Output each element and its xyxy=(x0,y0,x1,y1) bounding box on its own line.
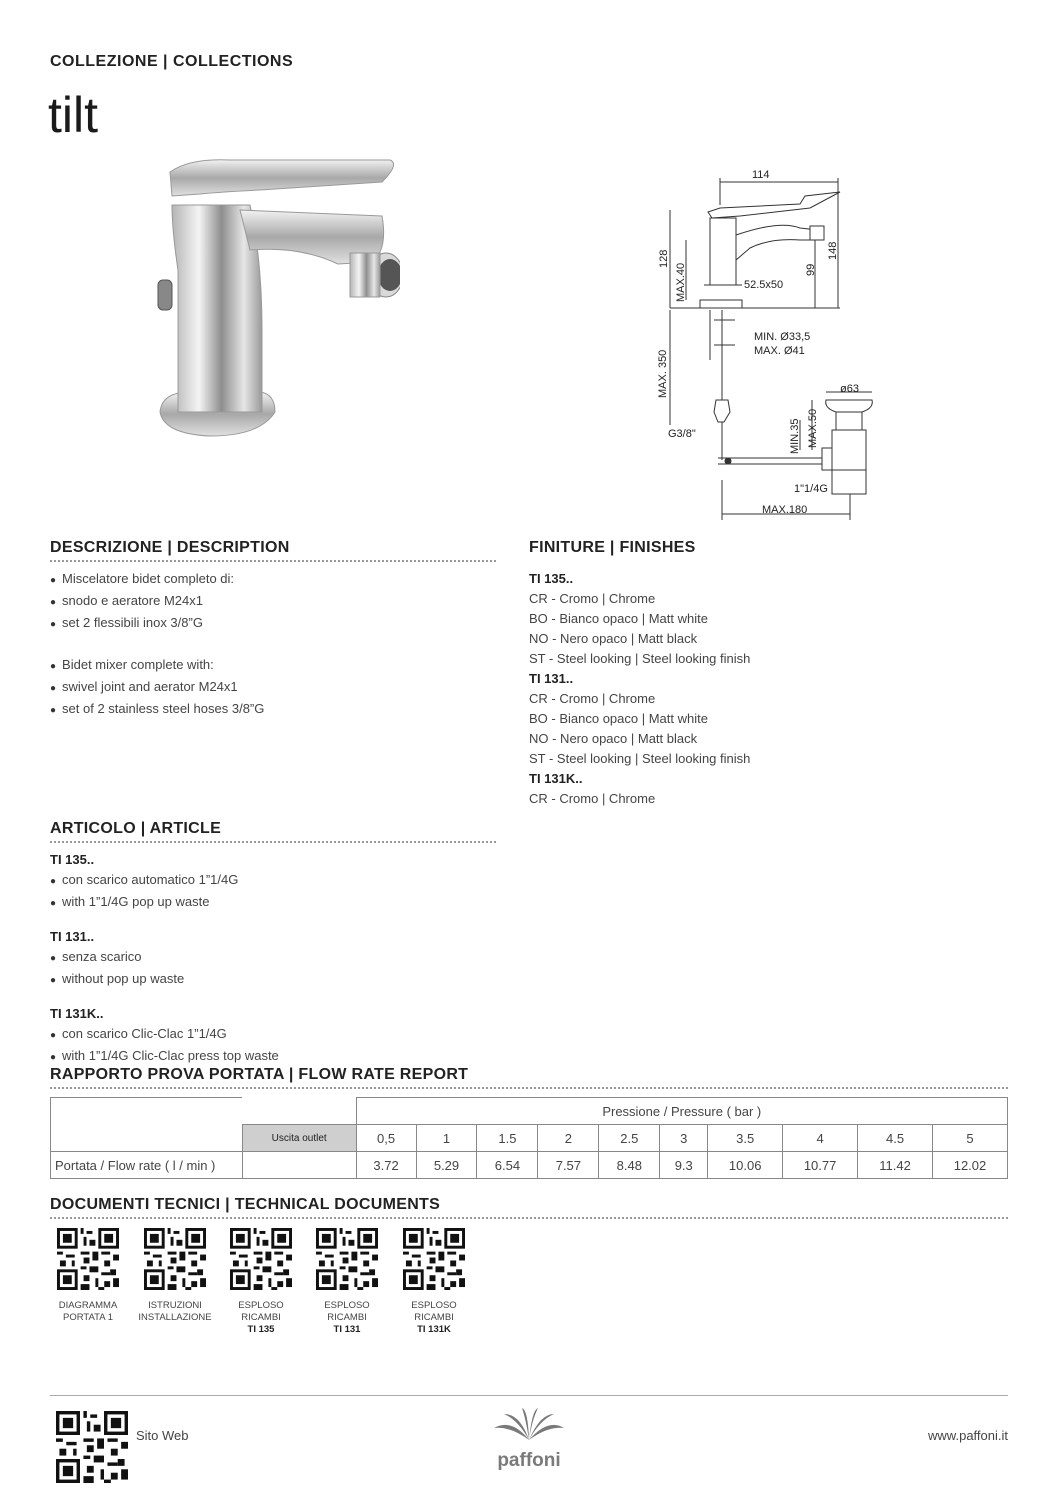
doc-label-line2: PORTATA 1 xyxy=(63,1312,113,1323)
table-blank xyxy=(242,1098,356,1125)
product-image xyxy=(150,150,400,440)
finish-code: TI 131K.. xyxy=(529,771,583,786)
website-qr-icon[interactable] xyxy=(56,1411,128,1483)
pressure-cell: 1 xyxy=(416,1125,477,1152)
article-code: TI 131K.. xyxy=(50,1006,104,1021)
pressure-cell: 4 xyxy=(783,1125,858,1152)
flow-report-heading: RAPPORTO PROVA PORTATA | FLOW RATE REPORT xyxy=(50,1066,1008,1089)
article-item: ● with 1”1/4G pop up waste xyxy=(50,892,490,914)
doc-code: TI 135 xyxy=(247,1324,275,1335)
article-item: ● without pop up waste xyxy=(50,969,490,991)
flow-cell: 9.3 xyxy=(660,1152,708,1179)
article-item: ● senza scarico xyxy=(50,947,490,969)
pressure-cell: 3 xyxy=(660,1125,708,1152)
article-item: ● with 1”1/4G Clic-Clac press top waste xyxy=(50,1046,490,1068)
outlet-label: Uscita outlet xyxy=(242,1125,356,1152)
finish-item: ST - Steel looking | Steel looking finish xyxy=(529,651,751,666)
flow-cell: 8.48 xyxy=(599,1152,660,1179)
qr-code-icon[interactable] xyxy=(316,1228,378,1290)
finish-item: CR - Cromo | Chrome xyxy=(529,791,656,806)
article-heading: ARTICOLO | ARTICLE xyxy=(50,820,496,843)
finishes-heading: FINITURE | FINISHES xyxy=(529,539,696,556)
description-item: ● Bidet mixer complete with: xyxy=(50,655,490,677)
flow-cell: 3.72 xyxy=(356,1152,416,1179)
doc-label-line2: RICAMBI xyxy=(414,1312,454,1323)
dim-height-body: 128 xyxy=(658,249,670,268)
technical-drawing xyxy=(640,160,1010,525)
dim-max40: MAX.40 xyxy=(675,262,687,302)
doc-label-line1: ISTRUZIONI xyxy=(148,1300,202,1311)
finish-item: ST - Steel looking | Steel looking finish xyxy=(529,751,751,766)
doc-label-line1: ESPLOSO xyxy=(411,1300,457,1311)
article-list xyxy=(50,850,490,1068)
dim-width: 114 xyxy=(752,169,770,181)
footer-divider xyxy=(50,1395,1008,1396)
documents-heading: DOCUMENTI TECNICI | TECHNICAL DOCUMENTS xyxy=(50,1196,1008,1219)
finish-item: NO - Nero opaco | Matt black xyxy=(529,631,698,646)
finish-item: NO - Nero opaco | Matt black xyxy=(529,731,698,746)
qr-code-icon[interactable] xyxy=(403,1228,465,1290)
table-corner xyxy=(51,1098,243,1152)
qr-code-icon[interactable] xyxy=(144,1228,206,1290)
dim-min35: MIN.35 xyxy=(789,418,801,454)
flow-cell: 10.06 xyxy=(708,1152,783,1179)
doc-exploded-ti131[interactable] xyxy=(307,1228,387,1336)
description-item: ● Miscelatore bidet completo di: xyxy=(50,569,490,591)
description-item: ● snodo e aeratore M24x1 xyxy=(50,591,490,613)
pressure-cell: 2.5 xyxy=(599,1125,660,1152)
finish-item: BO - Bianco opaco | Matt white xyxy=(529,611,708,626)
description-heading: DESCRIZIONE | DESCRIPTION xyxy=(50,539,496,562)
qr-code-icon[interactable] xyxy=(57,1228,119,1290)
doc-label-line1: ESPLOSO xyxy=(324,1300,370,1311)
doc-label-line2: RICAMBI xyxy=(327,1312,367,1323)
dim-max180: MAX.180 xyxy=(762,504,808,516)
dim-max350: MAX. 350 xyxy=(657,349,669,398)
finish-item: BO - Bianco opaco | Matt white xyxy=(529,711,708,726)
pressure-cell: 5 xyxy=(932,1125,1007,1152)
flow-row-label: Portata / Flow rate ( l / min ) xyxy=(51,1152,243,1179)
doc-label-line2: INSTALLAZIONE xyxy=(138,1312,212,1323)
flow-cell: 6.54 xyxy=(477,1152,538,1179)
article-code: TI 131.. xyxy=(50,929,95,944)
dim-hole-max: MAX. Ø41 xyxy=(754,345,805,357)
dim-max50: MAX.50 xyxy=(807,408,819,448)
doc-label-line2: RICAMBI xyxy=(241,1312,281,1323)
article-item: ● con scarico automatico 1”1/4G xyxy=(50,870,490,892)
dim-waste-thread: 1"1/4G xyxy=(794,483,828,495)
doc-flow-diagram[interactable] xyxy=(48,1228,128,1324)
collection-label: COLLEZIONE | COLLECTIONS xyxy=(50,53,294,70)
description-item: ● set of 2 stainless steel hoses 3/8”G xyxy=(50,699,490,721)
pressure-cell: 2 xyxy=(538,1125,599,1152)
paffoni-logo xyxy=(482,1408,576,1470)
flow-cell: 5.29 xyxy=(416,1152,477,1179)
pressure-cell: 3.5 xyxy=(708,1125,783,1152)
product-title: tilt xyxy=(48,87,98,143)
doc-code: TI 131 xyxy=(333,1324,361,1335)
dim-height-total: 148 xyxy=(827,241,839,260)
description-list xyxy=(50,569,490,721)
website-url[interactable]: www.paffoni.it xyxy=(928,1428,1008,1443)
pressure-header: Pressione / Pressure ( bar ) xyxy=(356,1098,1007,1125)
description-item: ● swivel joint and aerator M24x1 xyxy=(50,677,490,699)
dim-hole-min: MIN. Ø33,5 xyxy=(754,331,811,343)
doc-installation[interactable] xyxy=(135,1228,215,1324)
flow-cell: 11.42 xyxy=(858,1152,933,1179)
article-code: TI 135.. xyxy=(50,852,95,867)
finish-item: CR - Cromo | Chrome xyxy=(529,691,656,706)
flow-cell: 12.02 xyxy=(932,1152,1007,1179)
flow-cell: 7.57 xyxy=(538,1152,599,1179)
dim-spout: 99 xyxy=(805,263,817,276)
pressure-cell: 0,5 xyxy=(356,1125,416,1152)
qr-code-icon[interactable] xyxy=(230,1228,292,1290)
doc-exploded-ti131k[interactable] xyxy=(394,1228,474,1336)
article-item: ● con scarico Clic-Clac 1”1/4G xyxy=(50,1024,490,1046)
doc-code: TI 131K xyxy=(417,1324,451,1335)
doc-label-line1: DIAGRAMMA xyxy=(58,1300,118,1311)
finish-item: CR - Cromo | Chrome xyxy=(529,591,656,606)
doc-label-line1: ESPLOSO xyxy=(238,1300,284,1311)
dim-thread: G3/8" xyxy=(668,428,696,440)
pressure-cell: 1.5 xyxy=(477,1125,538,1152)
doc-exploded-ti135[interactable] xyxy=(221,1228,301,1336)
flow-cell: 10.77 xyxy=(783,1152,858,1179)
dim-base: 52.5x50 xyxy=(744,279,784,291)
brand-name: paffoni xyxy=(497,1450,561,1470)
website-label: Sito Web xyxy=(136,1428,189,1443)
finish-code: TI 131.. xyxy=(529,671,574,686)
flow-outlet-cell xyxy=(242,1152,356,1179)
dim-waste-dia: ø63 xyxy=(840,383,859,395)
finishes-list xyxy=(529,569,999,809)
flow-rate-table xyxy=(50,1097,1008,1179)
description-item: ● set 2 flessibili inox 3/8”G xyxy=(50,613,490,635)
finish-code: TI 135.. xyxy=(529,571,574,586)
pressure-cell: 4.5 xyxy=(858,1125,933,1152)
